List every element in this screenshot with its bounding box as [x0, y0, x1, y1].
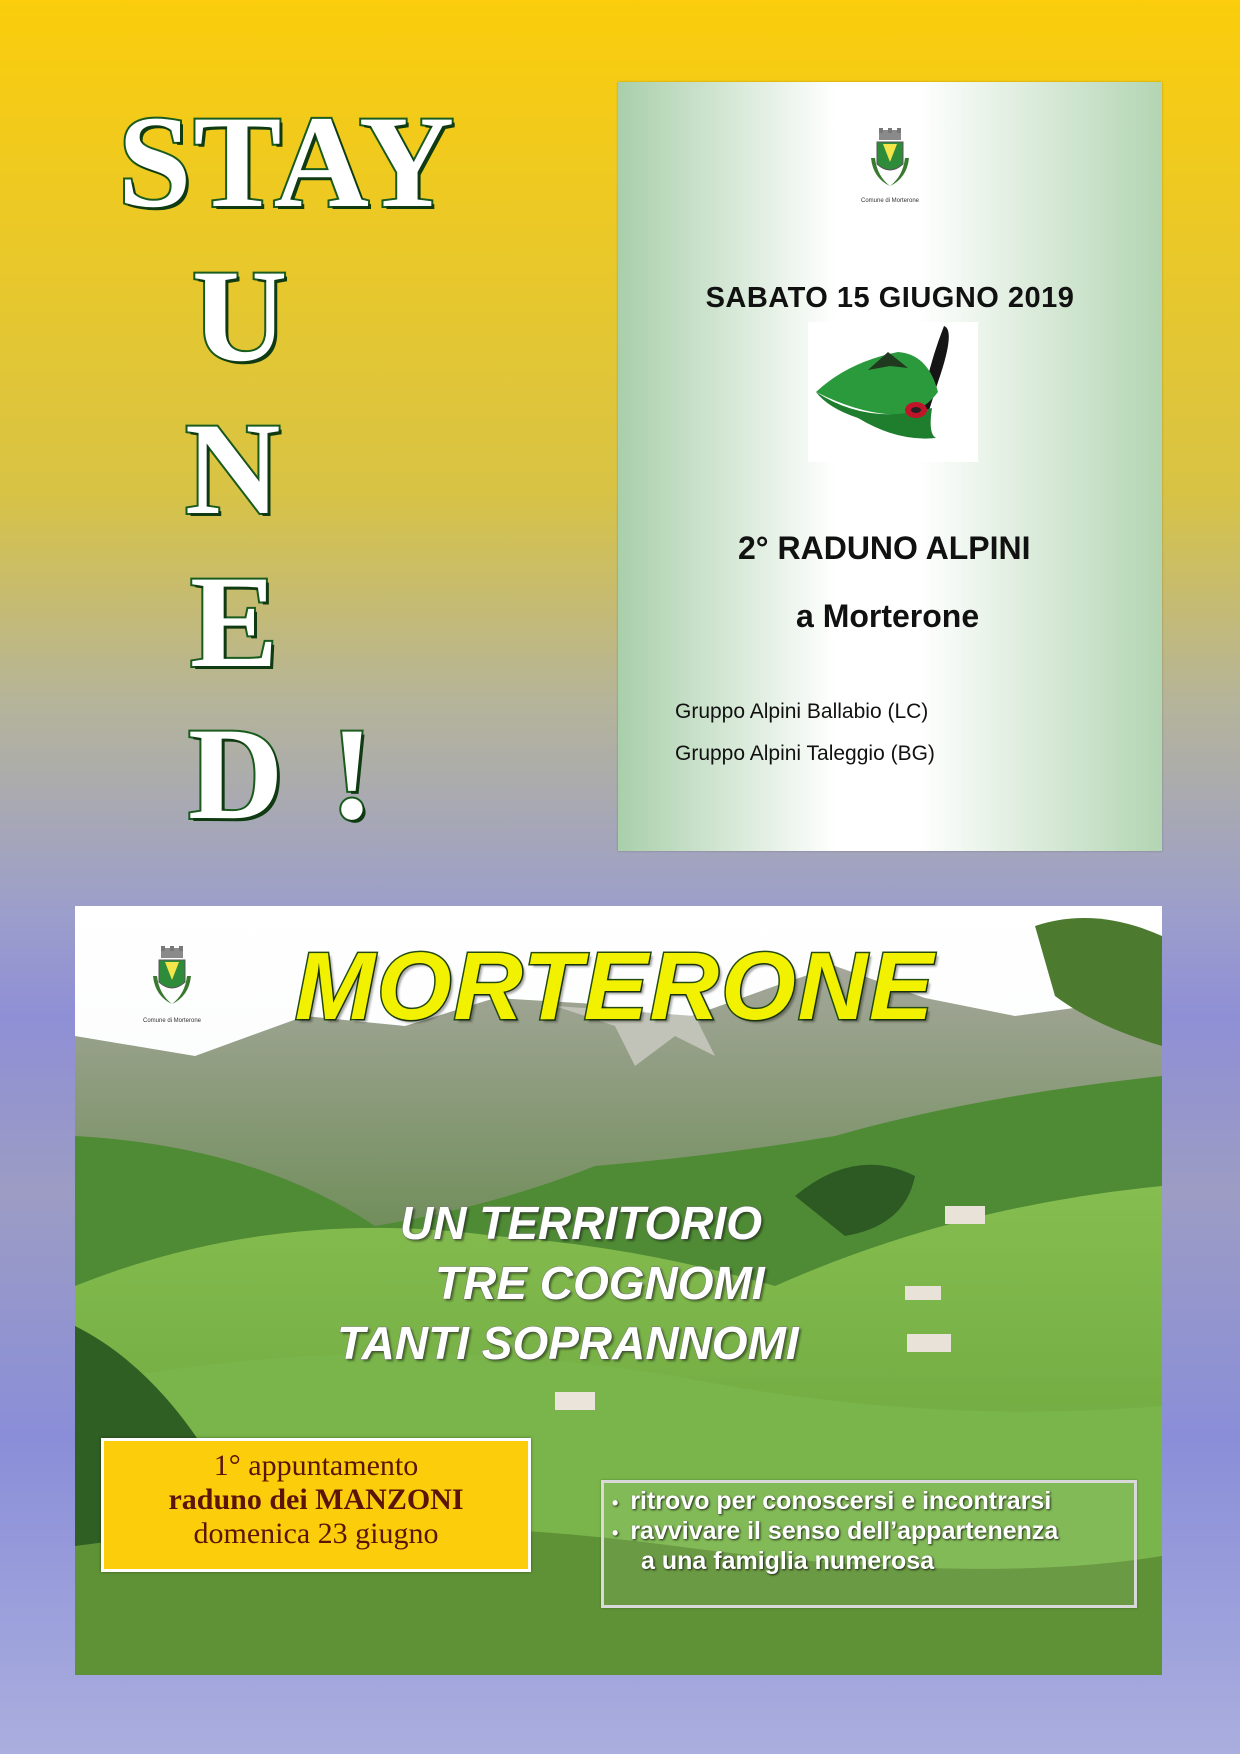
letter-n: N — [185, 395, 281, 542]
slogan-line: TANTI SOPRANNOMI — [337, 1317, 799, 1369]
organizer-group: Gruppo Alpini Taleggio (BG) — [675, 742, 935, 765]
appointment-box — [101, 1438, 531, 1572]
exclamation-mark: ! — [330, 700, 374, 847]
alpini-poster — [618, 82, 1162, 851]
crest-icon — [147, 946, 197, 1016]
event-date: SABATO 15 GIUGNO 2019 — [705, 282, 1075, 314]
bullet-text: ravvivare il senso dell’appartenenza — [630, 1517, 1059, 1545]
letter-u: U — [192, 242, 288, 389]
crest-label: Comune di Morterone — [860, 198, 920, 204]
bullet-item-continued — [641, 1547, 934, 1576]
bullet-dot-icon: • — [612, 1493, 619, 1513]
organizer-group: Gruppo Alpini Ballabio (LC) — [675, 700, 929, 723]
appointment-number: 1° appuntamento — [213, 1449, 419, 1482]
bullet-list — [601, 1480, 1137, 1608]
slogan-line: TRE COGNOMI — [435, 1257, 765, 1309]
bullet-item — [612, 1517, 1058, 1546]
poster-title: MORTERONE — [294, 933, 936, 1040]
crest-label: Comune di Morterone — [142, 1018, 202, 1024]
stay-heading: STAY — [118, 88, 457, 235]
slogan-line: UN TERRITORIO — [400, 1197, 763, 1249]
event-subtitle: a Morterone — [796, 598, 980, 634]
alpine-hat-icon — [808, 322, 978, 462]
bullet-text: a una famiglia numerosa — [641, 1547, 935, 1575]
bullet-item — [612, 1487, 1051, 1516]
event-title: 2° RADUNO ALPINI — [738, 530, 1031, 566]
bullet-dot-icon: • — [612, 1523, 619, 1543]
morterone-poster — [75, 906, 1162, 1675]
bullet-text: ritrovo per conoscersi e incontrarsi — [630, 1487, 1052, 1515]
crest-icon — [865, 128, 915, 198]
appointment-date: domenica 23 giugno — [193, 1517, 439, 1550]
appointment-event: raduno dei MANZONI — [168, 1483, 464, 1516]
letter-e: E — [190, 548, 279, 695]
letter-d: D — [188, 700, 284, 847]
